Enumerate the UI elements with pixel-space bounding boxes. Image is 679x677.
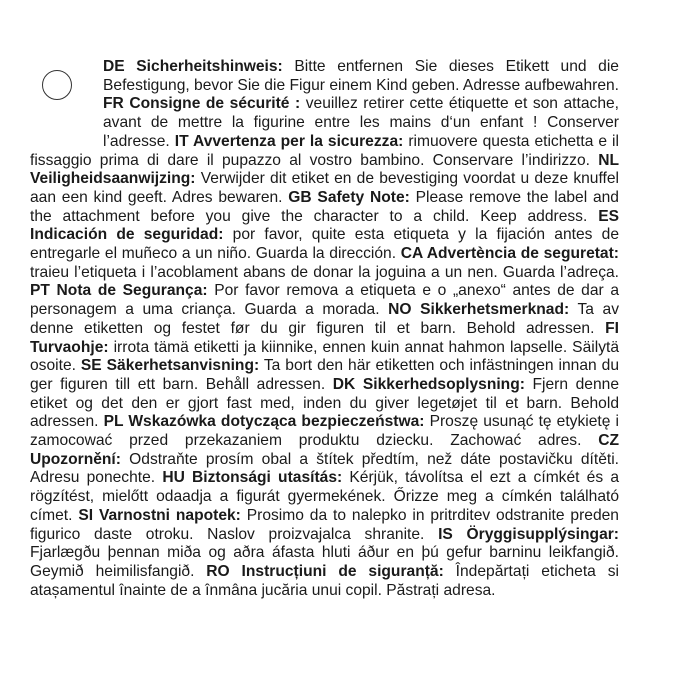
warning-text-ro: Îndepărtați eticheta si atașamentul înainte de a înmâna jucăria unui copil. Păstrați adresa. <box>30 562 619 599</box>
warning-heading-pl: PL Wskazówka dotycząca bezpieczeństwa: <box>103 413 425 431</box>
warning-text-pt: Por favor remova a etiqueta e o „anexo“ antes de dar a personagem a uma criança. Guarda a morada. <box>30 282 619 319</box>
warning-heading-es: ES Indicación de seguridad: <box>30 207 619 244</box>
warning-heading-si: SI Varnostni napotek: <box>78 506 241 524</box>
warning-heading-no: NO Sikkerhetsmerknad: <box>388 301 570 319</box>
warning-text-gb: Please remove the label and the attachment before you give the character to a child. Keep address. <box>30 188 619 225</box>
safety-label-text <box>30 58 619 600</box>
warning-heading-de: DE Sicherheitshinweis: <box>103 58 283 75</box>
warning-text-si: Prosimo da to nalepko in pritrditev odstranite preden figurico daste otroku. Naslov proizvajalca shranite. <box>30 506 619 543</box>
warning-text-cz: Odstraňte prosím obal a štítek předtím, než dáte postavičku dítěti. Adresu ponechte. <box>30 450 619 487</box>
warning-text-ca: traieu l’etiqueta i l’acoblament abans de donar la joguina a un nen. Guarda l’adreça. <box>30 263 619 281</box>
warning-heading-pt: PT Nota de Segurança: <box>30 282 208 300</box>
warning-heading-dk: DK Sikkerhedsoplysning: <box>332 375 525 393</box>
warning-heading-ro: RO Instrucțiuni de siguranță: <box>206 562 444 580</box>
warning-text-it: rimuovere questa etichetta e il fissaggio prima di dare il pupazzo al vostro bambino. Conservare l’indirizzo. <box>30 132 619 169</box>
warning-text-nl: Verwijder dit etiket en de bevestiging voordat u deze knuffel aan een kind geeft. Adres bewaren. <box>30 170 619 206</box>
warning-text-no: Ta av denne etiketten og festet før du gir figuren til et barn. Behold adressen. <box>30 301 620 337</box>
warning-heading-fi: FI Turvaohje: <box>30 319 619 356</box>
warning-text-fr: veuillez retirer cette étiquette et son attache, avant de mettre la figurine entre les mains d‘un enfant ! Conserver l’adresse. <box>103 95 619 150</box>
warning-text-es: por favor, quite esta etiqueta y la fijación antes de entregarle el muñeco a un niño. Guarda la dirección. <box>30 226 619 263</box>
warning-heading-gb: GB Safety Note: <box>288 188 410 206</box>
warning-text-hu: Kérjük, távolítsa el ezt a címkét és a rögzítést, mielőtt odaadja a figurát gyermekének. Őrizze meg a címkén található címet. <box>30 469 620 524</box>
warning-text-is: Fjarlægðu þennan miða og aðra áfasta hluti áður en þú gefur barninu leikfangið. Geymið heimilisfangið. <box>30 544 619 580</box>
warning-heading-nl: NL Veiligheidsaanwijzing: <box>30 151 620 188</box>
hole-spacer <box>30 58 103 133</box>
warning-heading-hu: HU Biztonsági utasítás: <box>162 469 343 487</box>
warning-heading-ca: CA Advertència de seguretat: <box>400 245 619 263</box>
warning-text-dk: Fjern denne etiket og det den er gjort fast med, inden du giver legetøjet til et barn. Behold adressen. <box>30 375 619 431</box>
warning-heading-is: IS Öryggisupplýsingar: <box>438 525 620 543</box>
warning-text-fi: irrota tämä etiketti ja kiinnike, ennen kuin annat hahmon lapselle. Säilytä osoite. <box>30 338 619 375</box>
warning-text-de: Bitte entfernen Sie dieses Etikett und die Befestigung, bevor Sie die Figur einem Kind geben. Adresse aufbewahren. <box>103 58 619 94</box>
warning-heading-it: IT Avvertenza per la sicurezza: <box>174 132 404 150</box>
warning-heading-fr: FR Consigne de sécurité : <box>103 95 301 113</box>
warning-text-se: Ta bort den här etiketten och infästningen innan du ger figuren till ett barn. Behåll adressen. <box>30 357 619 393</box>
warning-text-pl: Proszę usunąć tę etykietę i zamocować przed przekazaniem produktu dziecku. Zachować adres. <box>30 413 619 450</box>
warning-heading-cz: CZ Upozornění: <box>30 432 619 468</box>
warning-heading-se: SE Säkerhetsanvisning: <box>80 357 260 375</box>
